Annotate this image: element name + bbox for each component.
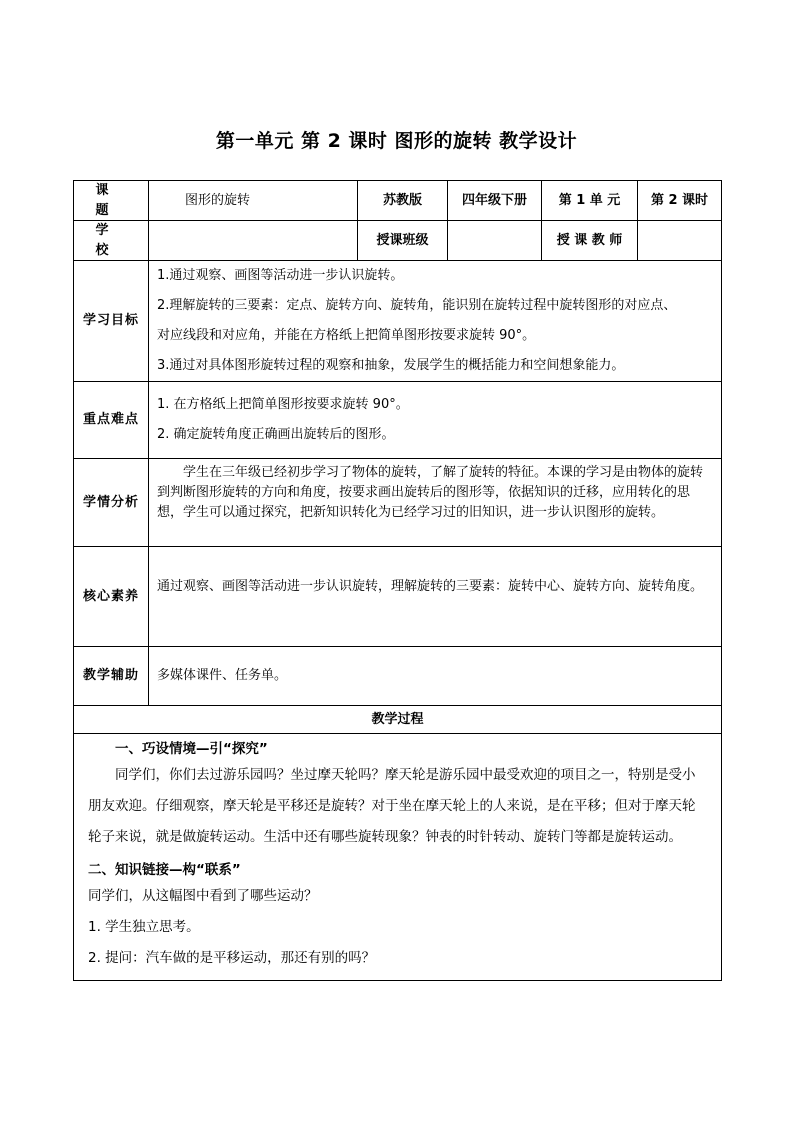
goal-item: 1.通过观察、画图等活动进一步认识旋转。: [157, 268, 404, 283]
school-label: 学 校: [74, 221, 149, 261]
topic-value: 图形的旋转: [149, 181, 358, 221]
class-label: 授课班级: [358, 221, 448, 261]
row-process: [74, 734, 722, 981]
difficulty-content: [149, 382, 722, 459]
goals-label: 学习目标: [74, 261, 149, 382]
difficulty-label: 重点难点: [74, 382, 149, 459]
process-content: [74, 734, 722, 981]
aids-text: 多媒体课件、任务单。: [149, 647, 722, 706]
edition-value: 苏教版: [358, 181, 448, 221]
analysis-label: 学情分析: [74, 459, 149, 547]
goal-item: 对应线段和对应角，并能在方格纸上把简单图形按要求旋转 90°。: [157, 328, 536, 343]
analysis-text: 学生在三年级已经初步学习了物体的旋转，了解了旋转的特征。本课的学习是由物体的旋转到判断图形旋转的方向和角度，按要求画出旋转后的图形等，依据知识的迁移，应用转化的思想，学生可以通过探究，把新知识转化为已经学习过的旧知识，进一步认识图形的旋转。: [149, 459, 722, 547]
difficulty-item: 2. 确定旋转角度正确画出旋转后的图形。: [157, 427, 395, 442]
unit-value: 第 1 单 元: [542, 181, 638, 221]
aids-label: 教学辅助: [74, 647, 149, 706]
teacher-label: 授 课 教 师: [542, 221, 638, 261]
row-process-header: [74, 706, 722, 734]
goals-content: [149, 261, 722, 382]
row-topic: [74, 181, 722, 221]
goal-item: 3.通过对具体图形旋转过程的观察和抽象，发展学生的概括能力和空间想象能力。: [157, 358, 625, 373]
difficulty-item: 1. 在方格纸上把简单图形按要求旋转 90°。: [157, 397, 409, 412]
grade-value: 四年级下册: [448, 181, 542, 221]
class-value: [448, 221, 542, 261]
section2-title: 二、知识链接—构“联系”: [88, 862, 241, 878]
section1-title: 一、巧设情境—引“探究”: [115, 741, 268, 757]
topic-label: 课 题: [74, 181, 149, 221]
section2-item: 2. 提问：汽车做的是平移运动，那还有别的吗？: [88, 950, 376, 966]
process-header: 教学过程: [74, 706, 722, 734]
core-text: 通过观察、画图等活动进一步认识旋转，理解旋转的三要素：旋转中心、旋转方向、旋转角度。: [149, 547, 722, 647]
row-school: [74, 221, 722, 261]
teacher-value: [638, 221, 722, 261]
row-aids: [74, 647, 722, 706]
row-analysis: [74, 459, 722, 547]
goal-item: 2.理解旋转的三要素：定点、旋转方向、旋转角，能识别在旋转过程中旋转图形的对应点、: [157, 298, 677, 313]
section2-item: 1. 学生独立思考。: [88, 919, 200, 935]
row-goals: [74, 261, 722, 382]
row-core: [74, 547, 722, 647]
school-value: [149, 221, 358, 261]
section1-text: 同学们，你们去过游乐园吗？坐过摩天轮吗？摩天轮是游乐园中最受欢迎的项目之一，特别是受小朋友欢迎。仔细观察，摩天轮是平移还是旋转？对于坐在摩天轮上的人来说，是在平移；但对于摩天轮轮子来说，就是做旋转运动。生活中还有哪些旋转现象？钟表的时针转动、旋转门等都是旋转运动。: [88, 767, 696, 845]
lesson-plan-table: [73, 180, 722, 981]
row-difficulty: [74, 382, 722, 459]
section2-intro: 同学们，从这幅图中看到了哪些运动？: [88, 888, 318, 904]
lesson-value: 第 2 课时: [638, 181, 722, 221]
page-title: 第一单元 第 2 课时 图形的旋转 教学设计: [215, 130, 578, 152]
core-label: 核心素养: [74, 547, 149, 647]
